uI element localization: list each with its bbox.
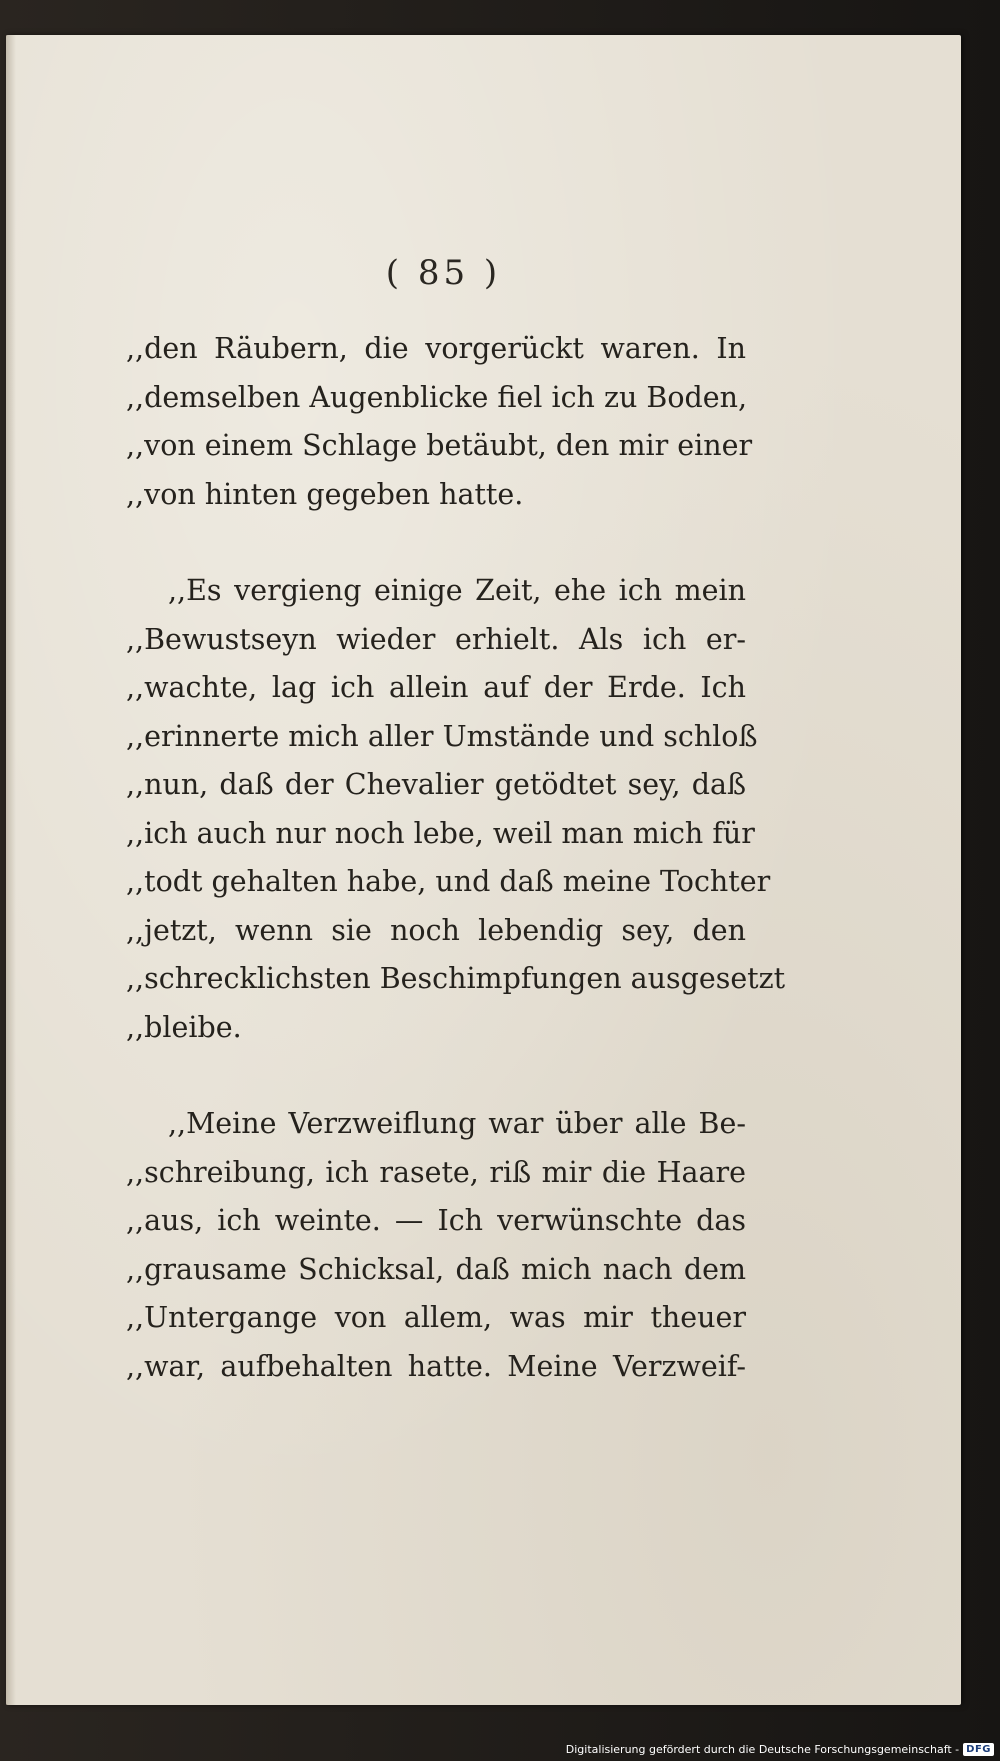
- book-page: [6, 35, 961, 1705]
- text-line: ,,bleibe.: [126, 1010, 242, 1044]
- credit-text: Digitalisierung gefördert durch die Deutsche Forschungsgemeinschaft -: [565, 1742, 960, 1756]
- text-line: ,,wachte, lag ich allein auf der Erde. Ich: [126, 671, 746, 704]
- text-line: ,,ich auch nur noch lebe, weil man mich für: [126, 816, 755, 850]
- text-line: ,,grausame Schicksal, daß mich nach dem: [126, 1252, 746, 1286]
- text-line: ,,von einem Schlage betäubt, den mir einer: [126, 429, 753, 462]
- paragraph-1: [126, 325, 753, 519]
- text-line: ,,erinnerte mich aller Umstände und schloß: [126, 719, 758, 753]
- text-line: ,,war, aufbehalten hatte. Meine Verzweif-: [126, 1349, 746, 1383]
- dfg-logo: DFG: [963, 1743, 994, 1756]
- paragraph-2: [126, 567, 786, 1052]
- text-line: ,,Es vergieng einige Zeit, ehe ich mein: [168, 574, 746, 607]
- digitization-credit: [566, 1740, 994, 1758]
- text-line: ,,den Räubern, die vorgerückt waren. In: [126, 332, 746, 365]
- body-text: [126, 325, 786, 1439]
- text-line: ,,aus, ich weinte. — Ich verwünschte das: [126, 1204, 746, 1237]
- text-line: ,,Bewustseyn wieder erhielt. Als ich er-: [126, 622, 746, 656]
- paragraph-3: [126, 1100, 746, 1391]
- page-edge-shadow: [6, 35, 16, 1705]
- text-line: ,,Meine Verzweiflung war über alle Be-: [168, 1107, 746, 1140]
- text-line: ,,jetzt, wenn sie noch lebendig sey, den: [126, 913, 746, 947]
- text-line: ,,nun, daß der Chevalier getödtet sey, daß: [126, 768, 746, 801]
- text-line: ,,demselben Augenblicke fiel ich zu Boden,: [126, 380, 748, 414]
- text-line: ,,schreibung, ich rasete, riß mir die Haare: [126, 1155, 746, 1189]
- text-line: ,,todt gehalten habe, und daß meine Tochter: [126, 865, 771, 898]
- text-line: ,,Untergange von allem, was mir theuer: [126, 1301, 746, 1334]
- page-number: ( 85 ): [385, 253, 502, 293]
- text-line: ,,schrecklichsten Beschimpfungen ausgesetzt: [126, 962, 786, 995]
- text-line: ,,von hinten gegeben hatte.: [126, 477, 524, 511]
